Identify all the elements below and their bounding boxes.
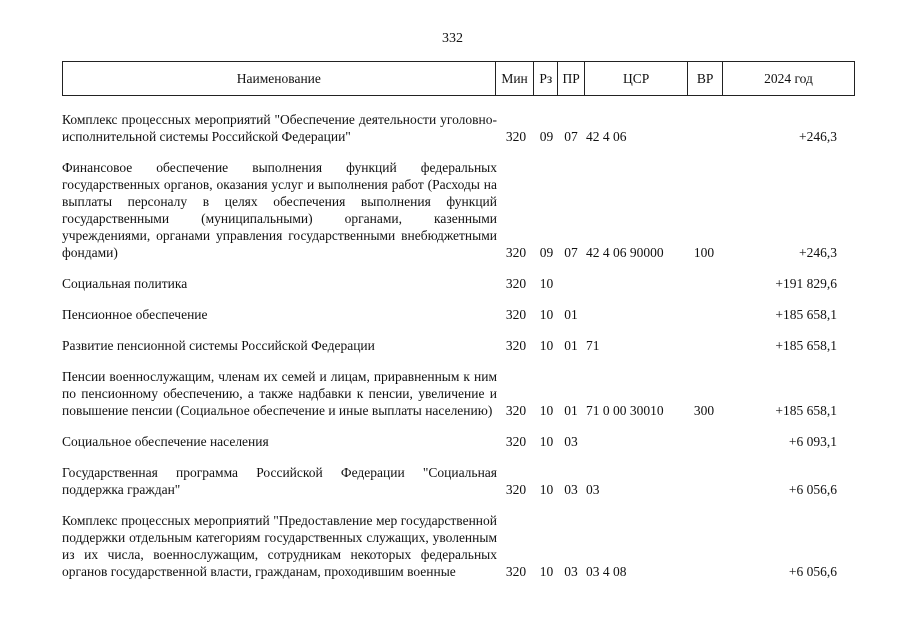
row-min: 320 — [505, 307, 527, 322]
row-amount: +246,3 — [799, 129, 837, 144]
row-name: Пенсионное обеспечение — [62, 307, 208, 322]
row-rz: 10 — [539, 482, 554, 497]
table-row — [62, 337, 855, 354]
row-min: 320 — [505, 482, 527, 497]
row-min: 320 — [505, 403, 527, 418]
table-header — [62, 61, 855, 96]
row-amount: +246,3 — [799, 245, 837, 260]
page-number: 332 — [442, 31, 463, 46]
row-csr: 71 — [586, 338, 600, 353]
row-name: Комплекс процессных мероприятий "Предоставление мер государственной поддержки отдельным категориям государственных служащих, уволенным из их числа, военнослужащим, сотрудникам некоторых федеральных органов государственной власти, гражданам, проходившим военные — [62, 513, 497, 579]
row-amount: +191 829,6 — [775, 276, 837, 291]
row-name: Комплекс процессных мероприятий "Обеспечение деятельности уголовно-исполнительной системы Российской Федерации" — [62, 112, 497, 144]
row-csr: 71 0 00 30010 — [586, 403, 664, 418]
row-rz: 10 — [539, 307, 554, 322]
row-min: 320 — [505, 564, 527, 579]
row-name: Финансовое обеспечение выполнения функций федеральных государственных органов, оказания услуг и выполнения работ (Расходы на выплаты персоналу в целях обеспечения выполнения функций государственными (муниципальными) органами, казенными учреждениями, органами управления государственными внебюджетными фондами) — [62, 160, 497, 260]
table-row — [62, 306, 855, 323]
row-vr: 100 — [693, 245, 715, 260]
row-rz: 09 — [539, 129, 554, 144]
row-pr: 03 — [564, 482, 578, 497]
table-row — [62, 275, 855, 292]
row-amount: +185 658,1 — [775, 307, 837, 322]
header-name: Наименование — [236, 70, 321, 86]
row-rz: 10 — [539, 434, 554, 449]
row-csr: 03 — [586, 482, 600, 497]
row-pr: 07 — [564, 129, 578, 144]
row-amount: +185 658,1 — [775, 338, 837, 353]
row-csr: 42 4 06 90000 — [586, 245, 664, 260]
row-rz: 10 — [539, 403, 554, 418]
header-min: Мин — [495, 62, 534, 95]
row-vr: 300 — [693, 403, 715, 418]
header-year: 2024 год — [722, 62, 854, 95]
header-vr: ВР — [687, 62, 722, 95]
row-pr: 01 — [564, 338, 578, 353]
row-name: Государственная программа Российской Федерации "Социальная поддержка граждан" — [62, 465, 497, 497]
header-csr: ЦСР — [584, 62, 687, 95]
row-min: 320 — [505, 129, 527, 144]
row-amount: +6 093,1 — [788, 434, 837, 449]
row-min: 320 — [505, 434, 527, 449]
row-min: 320 — [505, 276, 527, 291]
row-amount: +6 056,6 — [788, 482, 837, 497]
row-amount: +185 658,1 — [775, 403, 837, 418]
row-amount: +6 056,6 — [788, 564, 837, 579]
row-name: Социальное обеспечение населения — [62, 434, 269, 449]
row-rz: 09 — [539, 245, 554, 260]
table-body — [62, 96, 855, 580]
row-name: Развитие пенсионной системы Российской Федерации — [62, 338, 375, 353]
table-row — [62, 512, 855, 580]
table-row — [62, 464, 855, 498]
table-row — [62, 111, 855, 145]
row-pr: 07 — [564, 245, 578, 260]
table-row — [62, 368, 855, 419]
row-min: 320 — [505, 338, 527, 353]
header-pr: ПР — [557, 62, 584, 95]
table-row — [62, 433, 855, 450]
row-rz: 10 — [539, 564, 554, 579]
row-csr: 03 4 08 — [586, 564, 627, 579]
row-rz: 10 — [539, 276, 554, 291]
row-pr: 03 — [564, 434, 578, 449]
row-pr: 03 — [564, 564, 578, 579]
row-pr: 01 — [564, 307, 578, 322]
row-csr: 42 4 06 — [586, 129, 627, 144]
row-name: Социальная политика — [62, 276, 188, 291]
row-min: 320 — [505, 245, 527, 260]
row-name: Пенсии военнослужащим, членам их семей и лицам, приравненным к ним по пенсионному обеспечению, а также надбавки к пенсии, увеличение и повышение пенсии (Социальное обеспечение и иные выплаты населению) — [62, 369, 497, 418]
row-pr: 01 — [564, 403, 578, 418]
header-rz: Рз — [533, 62, 557, 95]
table-row — [62, 159, 855, 261]
row-rz: 10 — [539, 338, 554, 353]
